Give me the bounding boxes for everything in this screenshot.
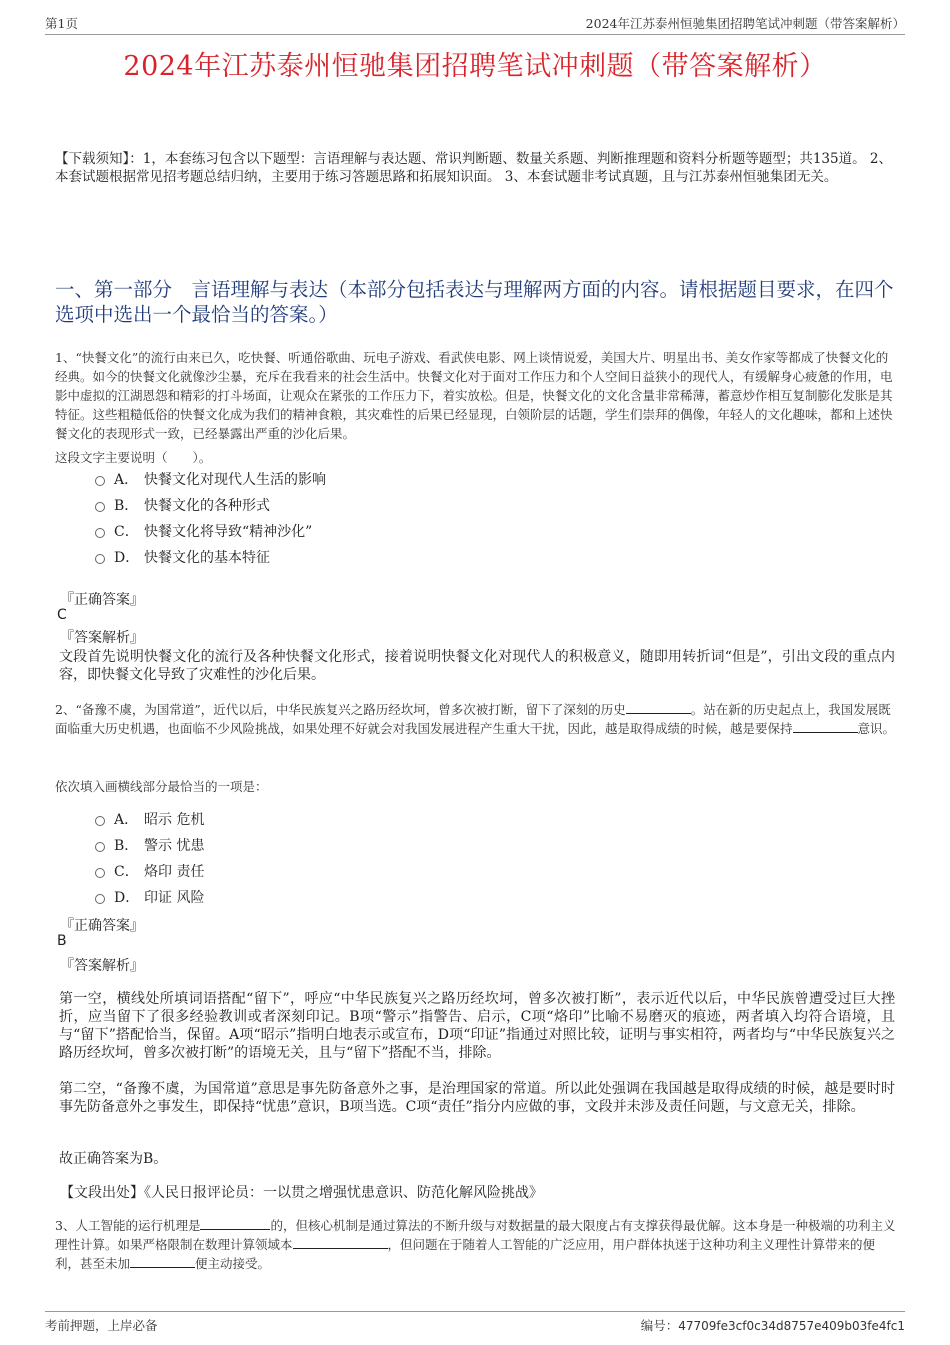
header-doc-title: 2024年江苏泰州恒驰集团招聘笔试冲刺题（带答案解析） (585, 16, 905, 31)
q2-option-c[interactable]: C． 烙印 责任 (95, 858, 204, 884)
radio-icon[interactable] (95, 868, 105, 878)
question-2-stem: 依次填入画横线部分最恰当的一项是： (55, 779, 268, 794)
q1-option-c[interactable]: C． 快餐文化将导致“精神沙化” (95, 518, 326, 544)
radio-icon[interactable] (95, 842, 105, 852)
radio-icon[interactable] (95, 554, 105, 564)
q1-option-a[interactable]: A． 快餐文化对现代人生活的影响 (95, 466, 326, 492)
q2-option-d[interactable]: D． 印证 风险 (95, 884, 204, 910)
q2-source: 【文段出处】《人民日报评论员：一以贯之增强忧患意识、防范化解风险挑战》 (60, 1185, 543, 1201)
question-1-options (95, 466, 326, 570)
fill-blank (626, 701, 691, 714)
q2-correct-answer-label: 『正确答案』 (60, 918, 144, 934)
q1-answer: C (57, 607, 67, 623)
download-notice: 【下载须知】：1，本套练习包含以下题型：言语理解与表达题、常识判断题、数量关系题、判断推理题和资料分析题等题型；共135道。 2、本套试题根据常见招考题总结归纳，主要用于练习答题思路和拓展知识面。 3、本套试题非考试真题，且与江苏泰州恒驰集团无关。 (55, 151, 892, 185)
q1-correct-answer-label: 『正确答案』 (60, 592, 144, 608)
q1-option-b[interactable]: B． 快餐文化的各种形式 (95, 492, 326, 518)
q2-answer: B (57, 933, 67, 949)
q1-analysis: 文段首先说明快餐文化的流行及各种快餐文化形式，接着说明快餐文化对现代人的积极意义，随即用转折词“但是”，引出文段的重点内容，即快餐文化导致了灾难性的沙化后果。 (59, 649, 895, 683)
document-title: 2024年江苏泰州恒驰集团招聘笔试冲刺题（带答案解析） (123, 51, 827, 82)
section-heading: 一、第一部分 言语理解与表达（本部分包括表达与理解两方面的内容。请根据题目要求，在四个选项中选出一个最恰当的答案。） (55, 278, 894, 326)
question-1-stem: 这段文字主要说明（ ）。 (55, 450, 212, 465)
q2-analysis-paragraph-2: 第二空，“备豫不虞，为国常道”意思是事先防备意外之事，是治理国家的常道。所以此处强调在我国越是取得成绩的时候，越是要时时事先防备意外之事发生，即保持“忧患”意识，B项当选。C项“责任”指分内应做的事，文段并未涉及责任问题，与文意无关，排除。 (59, 1081, 895, 1115)
question-1-text: 1、“快餐文化”的流行由来已久，吃快餐、听通俗歌曲、玩电子游戏、看武侠电影、网上谈情说爱，美国大片、明星出书、美女作家等都成了快餐文化的经典。如今的快餐文化就像沙尘暴，充斥在我看来的社会生活中。快餐文化对于面对工作压力和个人空间日益狭小的现代人，有缓解身心疲惫的作用，电影中虚拟的江湖恩怨和精彩的打斗场面，让观众在紧张的工作压力下，着实放松。但是，快餐文化的文化含量非常稀薄，蓄意炒作相互复制膨化发胀是其特征。这些粗糙低俗的快餐文化成为我们的精神食粮，其灾难性的后果已经显现，白领阶层的话题，学生们崇拜的偶像，年轻人的文化趣味，都和上述快餐文化的表现形式一致，已经暴露出严重的沙化后果。 (55, 350, 893, 441)
q1-analysis-label: 『答案解析』 (60, 630, 144, 646)
question-2-text: 2、“备豫不虞，为国常道”，近代以后，中华民族复兴之路历经坎坷，曾多次被打断，留下了深刻的历史 。站在新的历史起点上，我国发展既面临重大历史机遇，也面临不少风险挑战，如果处理不好就会对我国发展进程产生重大干扰，因此，越是取得成绩的时候，越是要保持 意识。 (55, 702, 896, 736)
footer-code: 编号：47709fe3cf0c34d8757e409b03fe4fc1 (640, 1318, 905, 1333)
q2-option-b[interactable]: B． 警示 忧患 (95, 832, 204, 858)
question-3-text: 3、人工智能的运行机理是 的，但核心机制是通过算法的不断升级与对数据量的最大限度占有支撑获得最优解。这本身是一种极端的功利主义理性计算。如果严格限制在数理计算领域本 ，但问题在于随着人工智能的广泛应用，用户群体执迷于这种功利主义理性计算带来的便利，甚至未加 便主动接受。 (55, 1218, 896, 1271)
q2-option-a[interactable]: A． 昭示 危机 (95, 806, 204, 832)
footer-slogan: 考前押题，上岸必备 (45, 1318, 158, 1333)
fill-blank (130, 1255, 195, 1268)
radio-icon[interactable] (95, 502, 105, 512)
radio-icon[interactable] (95, 476, 105, 486)
page-footer (45, 1311, 905, 1334)
radio-icon[interactable] (95, 816, 105, 826)
radio-icon[interactable] (95, 528, 105, 538)
q1-option-d[interactable]: D． 快餐文化的基本特征 (95, 544, 326, 570)
radio-icon[interactable] (95, 894, 105, 904)
page-header (45, 12, 905, 35)
question-2-options (95, 806, 204, 910)
q2-analysis-conclusion: 故正确答案为B。 (59, 1151, 168, 1167)
fill-blank (200, 1217, 270, 1230)
q2-analysis-paragraph-1: 第一空，横线处所填词语搭配“留下”，呼应“中华民族复兴之路历经坎坷，曾多次被打断”，表示近代以后，中华民族曾遭受过巨大挫折，应当留下了很多经验教训或者深刻印记。B项“警示”指警告、启示，C项“烙印”比喻不易磨灭的痕迹，两者填入均符合语境，且与“留下”搭配恰当，保留。A项“昭示”指明白地表示或宣布，D项“印证”指通过对照比较，证明与事实相符，两者均与“中华民族复兴之路历经坎坷，曾多次被打断”的语境无关，且与“留下”搭配不当，排除。 (59, 991, 895, 1061)
q2-analysis-label: 『答案解析』 (60, 958, 144, 974)
page-number: 第1页 (45, 16, 78, 31)
fill-blank (293, 1236, 388, 1249)
fill-blank (793, 720, 858, 733)
